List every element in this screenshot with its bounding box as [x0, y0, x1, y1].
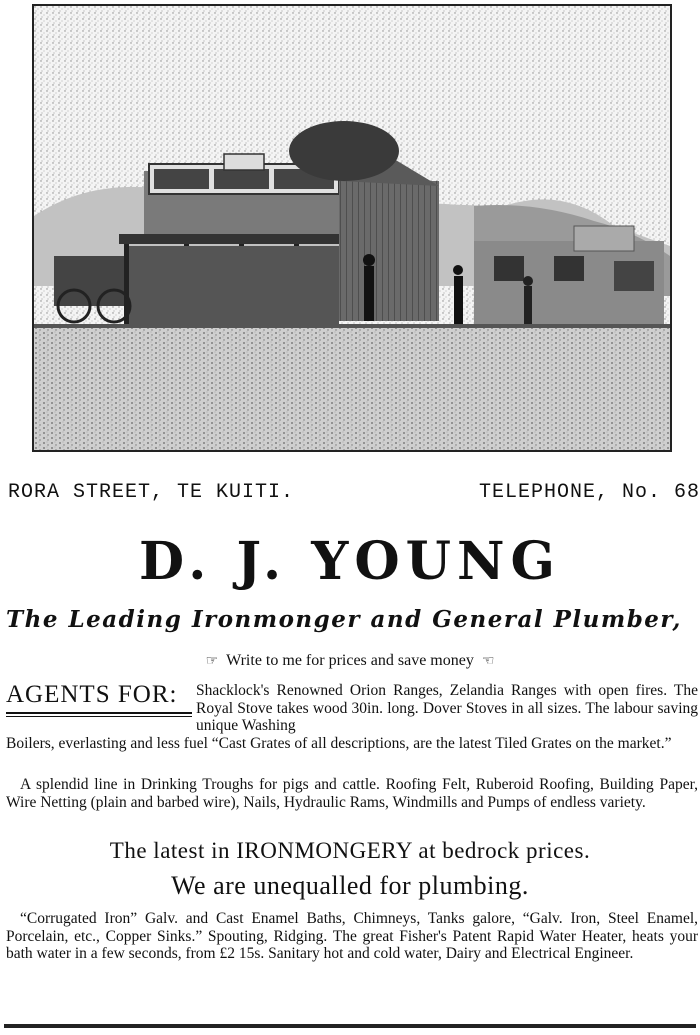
tagline: The Leading Ironmonger and General Plumber,	[6, 606, 682, 633]
pointing-hand-right-icon: ☞	[205, 654, 219, 669]
storefront-illustration	[34, 6, 670, 450]
agents-text-first: Shacklock's Renowned Orion Ranges, Zelandia Ranges with open fires. The Royal Stove takes wood 30in. long. Dover Stoves in all sizes. The labour saving unique Washing	[196, 682, 698, 734]
telephone-number: TELEPHONE, No. 68	[478, 481, 700, 504]
pointing-hand-left-icon: ☜	[481, 654, 495, 669]
write-prompt-line	[0, 650, 700, 673]
agents-underline-thin	[6, 716, 192, 717]
ironmongery-headline: The latest in IRONMONGERY at bedrock prices.	[109, 838, 591, 863]
address-line	[8, 481, 700, 511]
write-prompt-text: Write to me for prices and save money	[226, 652, 474, 669]
agents-text-rest: Boilers, everlasting and less fuel “Cast Grates of all descriptions, are the latest Tiled Grates on the market.”	[6, 735, 672, 752]
troughs-paragraph: A splendid line in Drinking Troughs for pigs and cattle. Roofing Felt, Ruberoid Roofing, Building Paper, Wire Netting (plain and barbed wire), Nails, Hydraulic Rams, Windmills and Pumps of endless variety.	[6, 776, 698, 811]
street-scene-photo	[32, 4, 672, 452]
plumbing-headline: We are unequalled for plumbing.	[171, 871, 529, 900]
street-address: RORA STREET, TE KUITI.	[8, 481, 295, 504]
agents-heading: AGENTS FOR:	[6, 681, 178, 708]
iron-paragraph: “Corrugated Iron” Galv. and Cast Enamel Baths, Chimneys, Tanks galore, “Galv. Iron, Steel Enamel, Porcelain, etc., Copper Sinks.” Spouting, Ridging. The great Fisher's Patent Rapid Water Heater, heats your bath water in a few seconds, from £2 15s. Sanitary hot and cold water, Dairy and Electrical Engineer.	[6, 910, 698, 962]
agents-underline	[6, 712, 192, 714]
bottom-rule	[4, 1024, 696, 1028]
business-name: D. J. YOUNG	[139, 531, 561, 592]
